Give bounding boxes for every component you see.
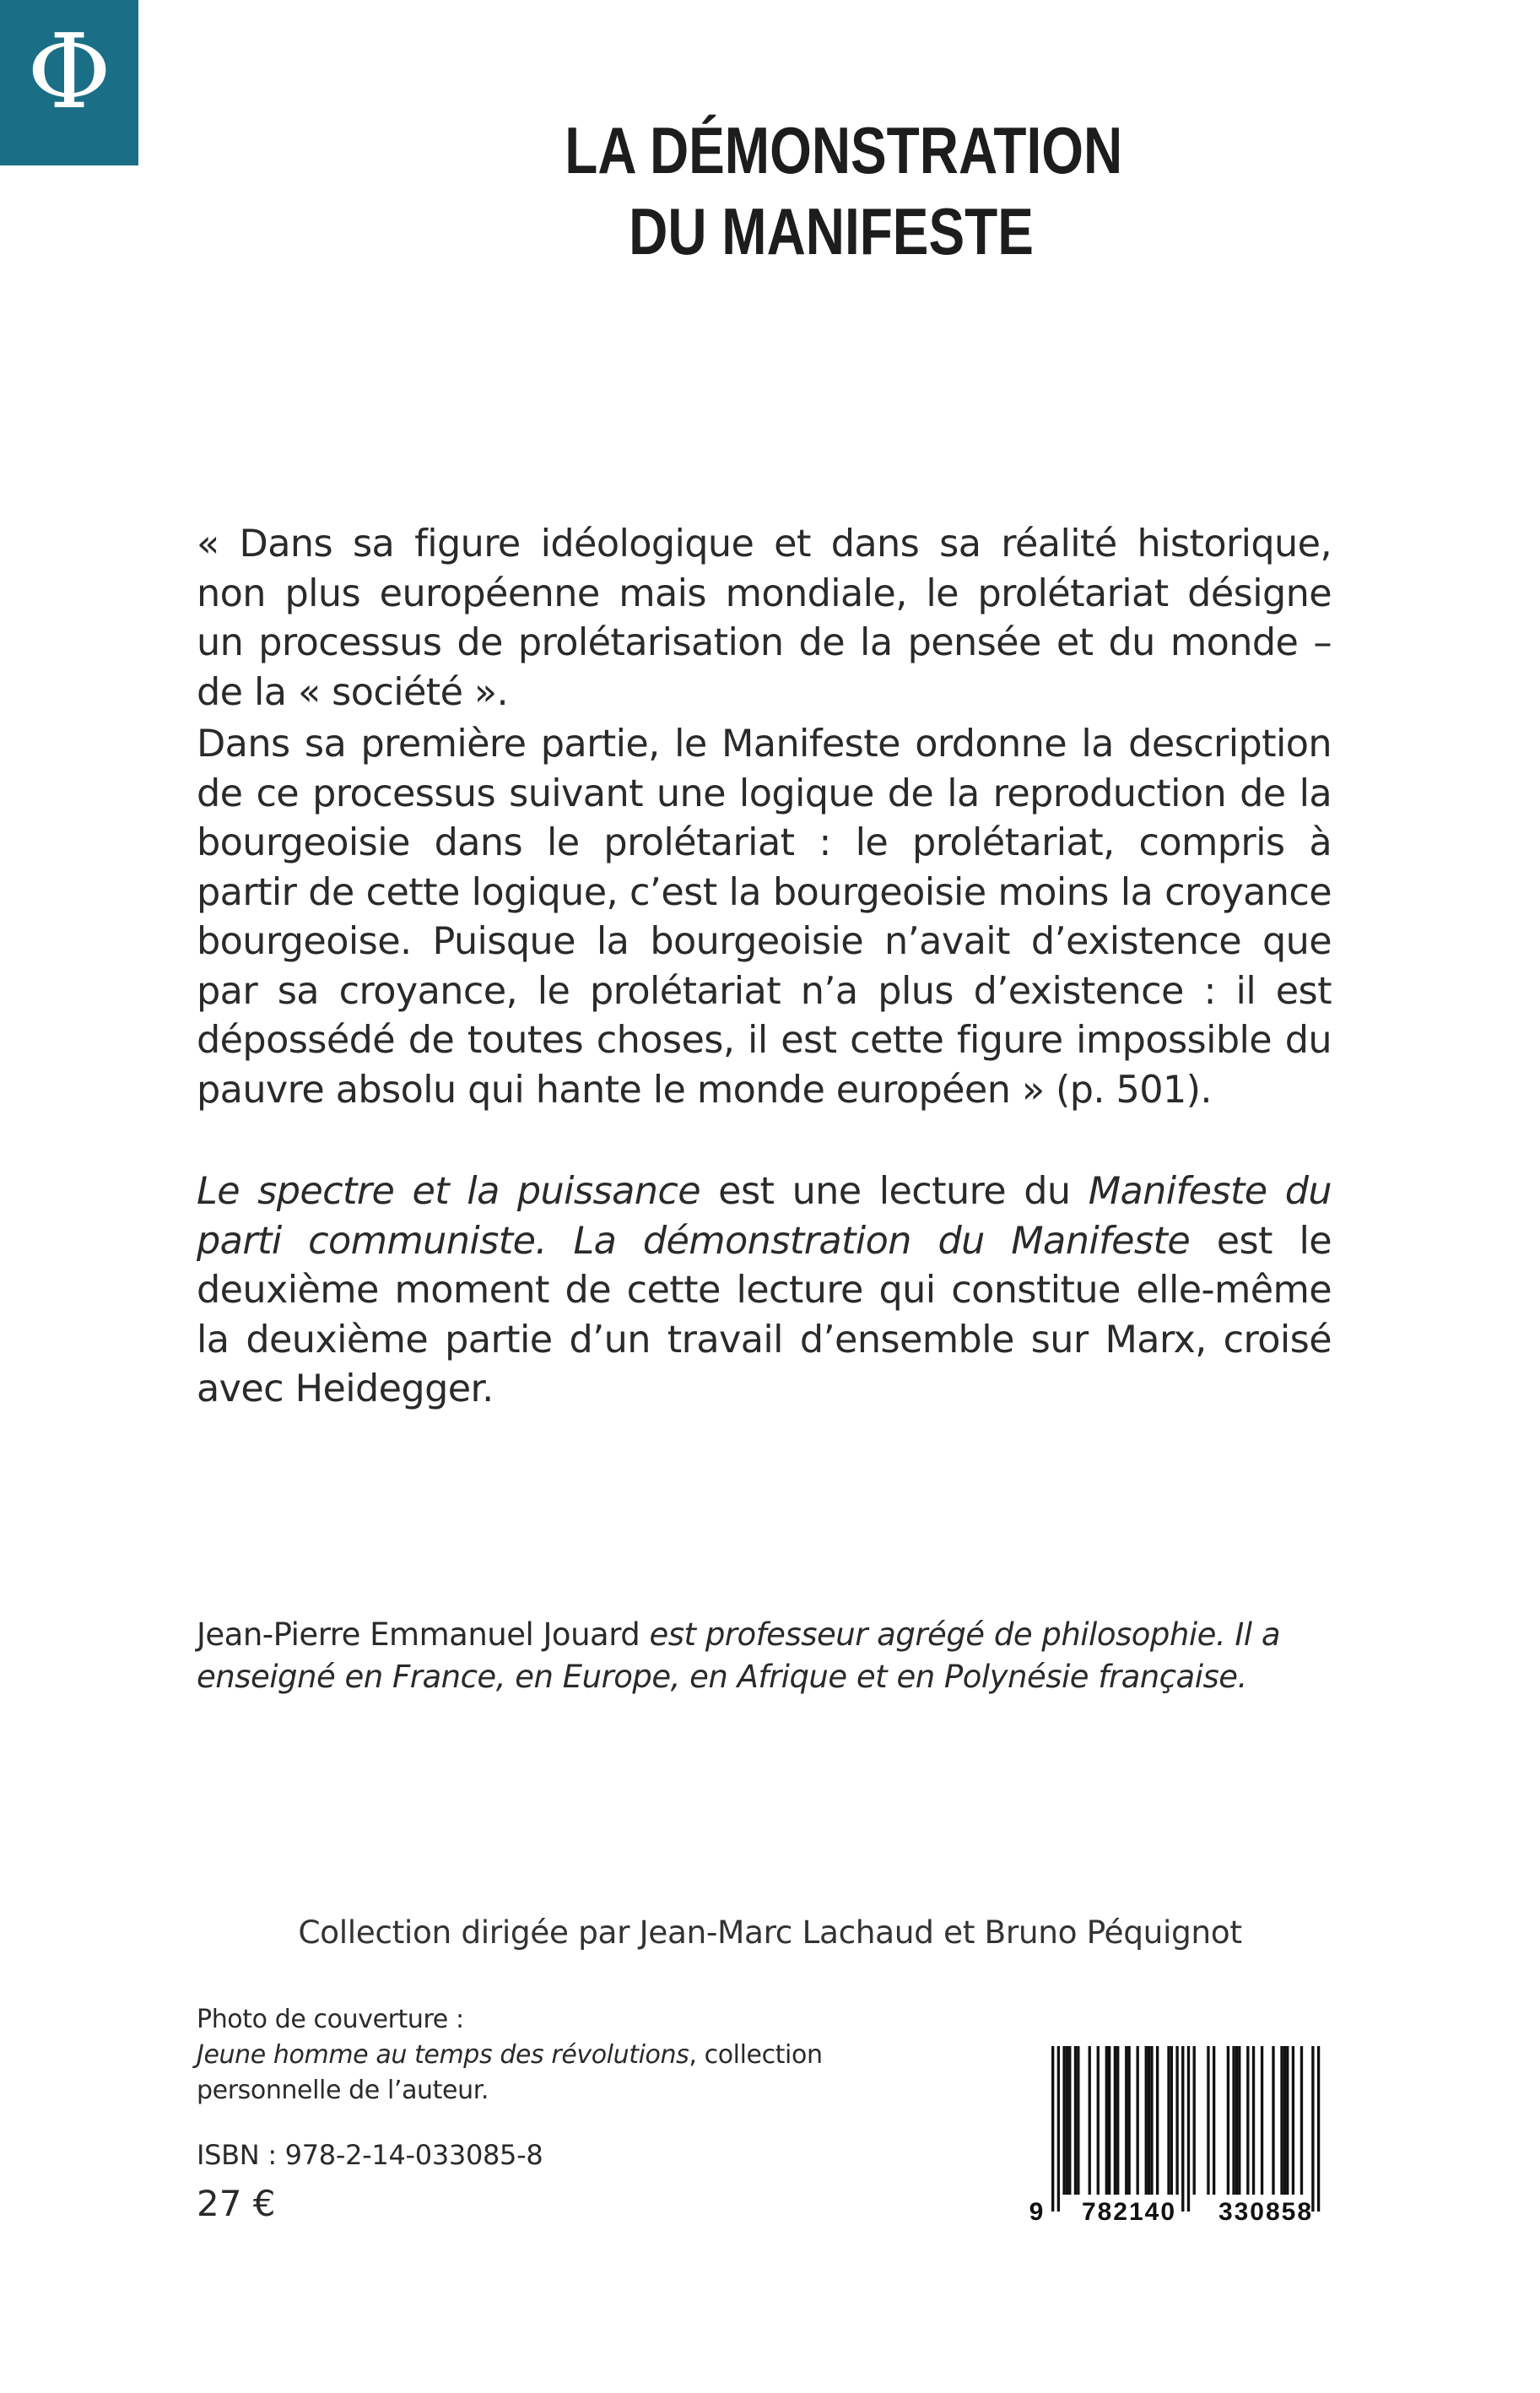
barcode-bar (1286, 2046, 1289, 2195)
barcode-bar (1062, 2046, 1065, 2195)
barcode-bar (1246, 2046, 1249, 2195)
barcode-bar (1272, 2046, 1274, 2195)
barcode-bar (1127, 2046, 1130, 2195)
barcode-bar (1097, 2046, 1100, 2195)
barcode-bar (1105, 2046, 1108, 2195)
barcode-bar (1261, 2046, 1263, 2195)
barcode-right-digits: 330858 (1218, 2198, 1314, 2226)
collection-credit: Collection dirigée par Jean-Marc Lachaud et Bruno Péquignot (298, 1914, 1242, 1951)
barcode-bars (1051, 2046, 1320, 2212)
barcode-bar (1057, 2046, 1060, 2212)
barcode-bar (1235, 2046, 1238, 2195)
blurb-paragraph-2 (197, 720, 1332, 1115)
barcode-bar (1145, 2046, 1148, 2195)
barcode-bar (1167, 2046, 1170, 2195)
barcode-bar (1125, 2046, 1127, 2195)
barcode-bar (1156, 2046, 1159, 2195)
publisher-logo (0, 0, 138, 165)
barcode-bar (1170, 2046, 1173, 2195)
barcode-bar (1252, 2046, 1255, 2195)
barcode-bar (1137, 2046, 1139, 2195)
author-bio (197, 1614, 1332, 1698)
barcode-bar (1317, 2046, 1320, 2212)
barcode-bar (1207, 2046, 1209, 2195)
blurb-text-1: « Dans sa figure idéologique et dans sa réalité historique, non plus européenne mais mondiale, le prolétariat désigne un processus de prolétarisation de la pensée et du monde – de la « société ». (197, 522, 1332, 714)
barcode-bar (1089, 2046, 1091, 2195)
barcode-bar (1193, 2046, 1196, 2195)
blurb-text-3b: est le deuxième moment de cette lecture qui constitue elle-même la deuxième partie d’un travail d’ensemble sur Marx, croisé avec Heidegger. (197, 1219, 1332, 1410)
barcode-bar (1175, 2046, 1178, 2195)
barcode-bar (1300, 2046, 1303, 2195)
cover-photo-credit (197, 2002, 956, 2109)
title-line-2: DU MANIFESTE (629, 194, 1034, 268)
barcode-bar (1280, 2046, 1283, 2195)
barcode-bar (1227, 2046, 1229, 2195)
cover-credit-label: Photo de couverture : (197, 2005, 464, 2034)
italic-title-spectre: Le spectre et la puissance (197, 1170, 701, 1213)
italic-title-manifeste: Manifeste du parti communiste. La démonstration du Manifeste (197, 1170, 1332, 1263)
barcode-bar (1108, 2046, 1110, 2195)
author-name: Jean-Pierre Emmanuel Jouard (197, 1616, 640, 1653)
barcode-bar (1074, 2046, 1077, 2195)
blurb-text-2: Dans sa première partie, le Manifeste ordonne la description de ce processus suivant une logique de la reproduction de la bourgeoisie dans le prolétariat : le prolétariat, compris à partir de cette logique, c’est la bourgeoisie moins la croyance bourgeoise. Puisque la bourgeoisie n’avait d’existence que par sa croyance, le prolétariat n’a plus d’existence : il est dépossédé de toutes choses, il est cette figure impossible du pauvre absolu qui hante le monde européen » (p. 501). (197, 723, 1332, 1112)
barcode-bar (1232, 2046, 1235, 2195)
barcode-bar (1311, 2046, 1314, 2212)
barcode-bar (1187, 2046, 1190, 2212)
cover-credit-rest: , collection personnelle de l’auteur. (197, 2040, 823, 2105)
barcode (1021, 2043, 1359, 2228)
barcode-bar (1292, 2046, 1294, 2195)
cover-credit-line (197, 2038, 956, 2109)
barcode-bar (1116, 2046, 1119, 2195)
blurb-paragraph-1 (197, 520, 1332, 717)
barcode-bar (1213, 2046, 1215, 2195)
barcode-bar (1114, 2046, 1116, 2195)
blurb-text-3a: est une lecture du (700, 1170, 1089, 1213)
barcode-left-digits: 782140 (1081, 2198, 1177, 2226)
barcode-graphic (1021, 2043, 1359, 2228)
price: 27 € (197, 2183, 276, 2224)
barcode-bar (1238, 2046, 1240, 2195)
cover-photo-title: Jeune homme au temps des révolutions (197, 2040, 689, 2070)
book-title (565, 110, 1123, 272)
barcode-bar (1077, 2046, 1079, 2195)
barcode-bar (1150, 2046, 1153, 2195)
barcode-lead-digit: 9 (1029, 2198, 1044, 2226)
blurb-paragraph-3 (197, 1167, 1332, 1415)
blurb-text-3 (197, 1167, 1332, 1415)
author-description: est professeur agrégé de philosophie. Il a enseigné en France, en Europe, en Afrique et en Polynésie française. (197, 1616, 1281, 1695)
isbn-number: ISBN : 978-2-14-033085-8 (197, 2139, 543, 2171)
barcode-bar (1181, 2046, 1184, 2212)
barcode-bar (1051, 2046, 1054, 2212)
barcode-bar (1148, 2046, 1150, 2195)
phi-logo-glyph: Φ (26, 12, 112, 132)
barcode-bar (1283, 2046, 1286, 2195)
title-line-1: LA DÉMONSTRATION (565, 113, 1123, 187)
barcode-bar (1066, 2046, 1068, 2195)
barcode-bar (1068, 2046, 1071, 2195)
